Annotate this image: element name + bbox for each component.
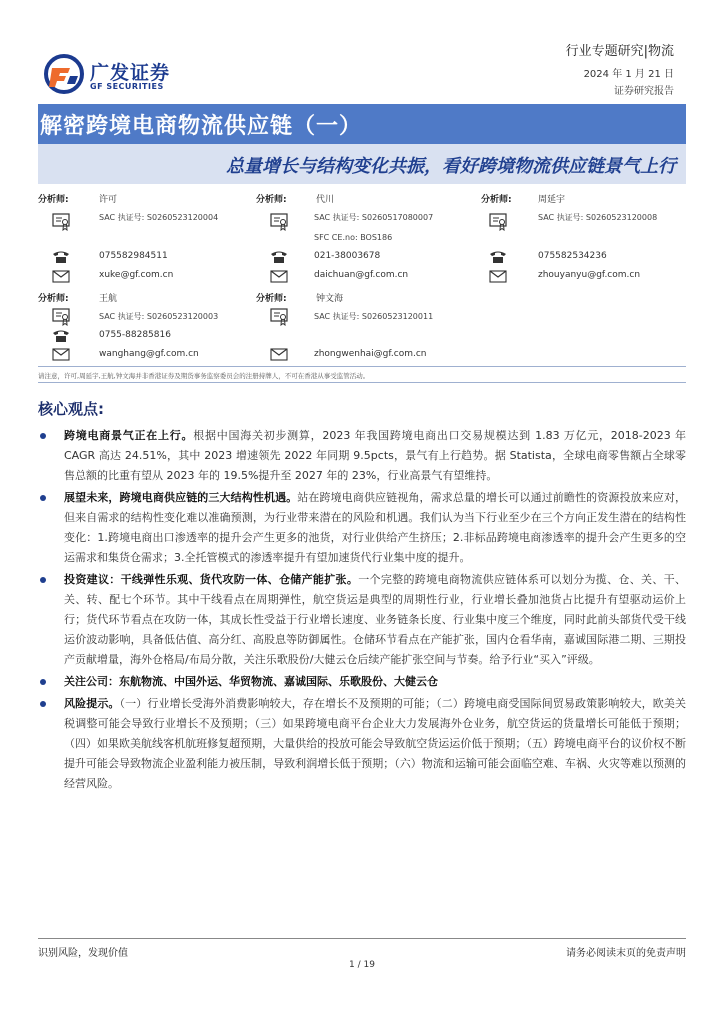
analyst-email[interactable]: zhouyanyu@gf.com.cn: [538, 270, 641, 280]
analyst-name: 王航: [99, 294, 118, 304]
report-category: 行业专题研究|物流: [565, 44, 674, 59]
core-views-list: [38, 426, 686, 796]
page-number: 1 / 19: [349, 960, 375, 970]
analyst-phone: 075582534236: [538, 251, 607, 261]
email-icon: [270, 270, 288, 283]
list-item: [38, 672, 686, 692]
analyst-email[interactable]: xuke@gf.com.cn: [99, 270, 174, 280]
gf-logo-icon: [44, 54, 84, 94]
list-item: [38, 426, 686, 486]
email-icon: [489, 270, 507, 283]
bullet-body: 一个完整的跨境电商物流供应链体系可以划分为揽、仓、关、干、关、转、配七个环节。其中干线看点在周期弹性，航空货运是典型的周期性行业，行业增长叠加池货占比提升有望驱动运价上行；货代环节看点在攻防一体，其成长性受益于行业增长速度、业务链条长度、行业集中度三个维度，同时此前头部货代受干线运价波动影响，具备低估值、高分红、高股息等防御属性。仓储环节看点在产能扩张，国内仓看华南，嘉诚国际港二期、三期投产贡献增量，海外仓格局/布局分散，关注乐歌股份/大健云仓后续产能扩张空间与节奏。给予行业“买入”评级。: [64, 573, 687, 666]
analyst-label: 分析师:: [481, 195, 512, 205]
footer-divider: [38, 938, 686, 939]
analyst-divider: [38, 366, 686, 367]
analyst-name: 周延宇: [538, 195, 566, 205]
bullet-body: 站在跨境电商供应链视角，需求总量的增长可以通过前瞻性的资源投放来应对，但来自需求的结构性变化难以准确预测，为行业带来潜在的风险和机遇。我们认为当下行业至少在三个方向正发生潜在的结构性变化：1.跨境电商出口渗透率的提升会产生更多的池货，对行业供给产生挤压；2.非标品跨境电商渗透率的提升会产生更多的空运需求和集货仓需求；3.全托管模式的渗透率提升有望加速货代行业集中度的提升。: [64, 491, 687, 564]
phone-icon: [52, 329, 70, 343]
report-title: 解密跨境电商物流供应链（一）: [40, 114, 363, 139]
list-item: [38, 694, 686, 794]
email-icon: [52, 348, 70, 361]
analyst-email[interactable]: wanghang@gf.com.cn: [99, 349, 199, 359]
analyst-sac: SAC 执证号: S0260523120003: [99, 312, 219, 321]
core-views-heading: 核心观点:: [38, 400, 104, 418]
analyst-phone: 0755-88285816: [99, 330, 171, 340]
analyst-label: 分析师:: [38, 195, 69, 205]
report-date: 2024 年 1 月 21 日: [583, 69, 674, 80]
logo-chinese-name: 广发证券: [90, 62, 171, 84]
bullet-dot-icon: [40, 577, 46, 583]
phone-icon: [489, 250, 507, 264]
phone-icon: [52, 250, 70, 264]
bullet-dot-icon: [40, 495, 46, 501]
bullet-heading: 展望未来，跨境电商供应链的三大结构性机遇。: [64, 491, 298, 504]
footer-disclaimer-link: 请务必阅读末页的免责声明: [566, 948, 686, 959]
bullet-dot-icon: [40, 679, 46, 685]
analyst-email[interactable]: zhongwenhai@gf.com.cn: [314, 349, 427, 359]
email-icon: [270, 348, 288, 361]
list-item: [38, 488, 686, 568]
analyst-name: 钟文海: [316, 294, 344, 304]
bullet-body: （一）行业增长受海外消费影响较大，存在增长不及预期的可能；（二）跨境电商受国际间贸易政策影响较大，欧美关税调整可能会导致行业增长不及预期；（三）如果跨境电商平台企业大力发展海外仓业务，航空货运的货量增长可能低于预期；（四）如果欧美航线客机航班修复超预期，大量供给的投放可能会导致航空货运运价低于预期；（五）跨境电商平台的议价权不断提升可能会导致物流企业盈利能力被压制，导致利润增长低于预期；（六）物流和运输可能会面临空难、车祸、火灾等难以预测的经营风险。: [64, 697, 687, 790]
analyst-label: 分析师:: [256, 195, 287, 205]
logo-english-name: GF SECURITIES: [90, 82, 164, 91]
report-type: 证券研究报告: [614, 86, 674, 97]
certificate-icon: [270, 213, 288, 231]
analyst-sac: SAC 执证号: S0260523120008: [538, 213, 658, 222]
analyst-sfc: SFC CE.no: BOS186: [314, 233, 393, 242]
disclaimer-divider: [38, 382, 686, 383]
certificate-icon: [270, 308, 288, 326]
certificate-icon: [52, 213, 70, 231]
certificate-icon: [489, 213, 507, 231]
subtitle-bar: [38, 144, 686, 184]
report-subtitle: 总量增长与结构变化共振，看好跨境物流供应链景气上行: [226, 156, 676, 177]
bullet-dot-icon: [40, 433, 46, 439]
analyst-name: 代川: [316, 195, 335, 205]
bullet-dot-icon: [40, 701, 46, 707]
bullet-heading: 跨境电商景气正在上行。: [64, 429, 194, 442]
disclaimer-note: 请注意，许可,周延宇,王航,钟文海并非香港证券及期货事务监察委员会的注册持牌人，不可在香港从事受监管活动。: [38, 372, 370, 380]
bullet-heading: 关注公司：东航物流、中国外运、华贸物流、嘉诚国际、乐歌股份、大健云仓: [64, 675, 438, 688]
analyst-label: 分析师:: [256, 294, 287, 304]
analyst-name: 许可: [99, 195, 118, 205]
analyst-phone: 075582984511: [99, 251, 168, 261]
analyst-sac: SAC 执证号: S0260517080007: [314, 213, 434, 222]
analyst-sac: SAC 执证号: S0260523120011: [314, 312, 434, 321]
title-bar: [38, 104, 686, 144]
bullet-heading: 风险提示。: [64, 697, 120, 710]
analyst-sac: SAC 执证号: S0260523120004: [99, 213, 219, 222]
analyst-label: 分析师:: [38, 294, 69, 304]
footer-slogan: 识别风险，发现价值: [38, 948, 128, 959]
analyst-phone: 021-38003678: [314, 251, 381, 261]
bullet-body: 根据中国海关初步测算，2023 年我国跨境电商出口交易规模达到 1.83 万亿元，2018-2023 年 CAGR 高达 24.51%，其中 2023 增速领先 2022 年同期 9.5pcts，景气有上行趋势。据 Statista，全球电商零售额占全球零售总额的比重有望从 2023 年的 19.5%提升至 2027 年的 23%，行业高景气有望维持。: [64, 429, 687, 482]
email-icon: [52, 270, 70, 283]
gf-securities-logo: [44, 54, 194, 96]
analyst-email[interactable]: daichuan@gf.com.cn: [314, 270, 409, 280]
bullet-heading: 投资建议：干线弹性乐观、货代攻防一体、仓储产能扩张。: [64, 573, 359, 586]
phone-icon: [270, 250, 288, 264]
list-item: [38, 570, 686, 670]
certificate-icon: [52, 308, 70, 326]
